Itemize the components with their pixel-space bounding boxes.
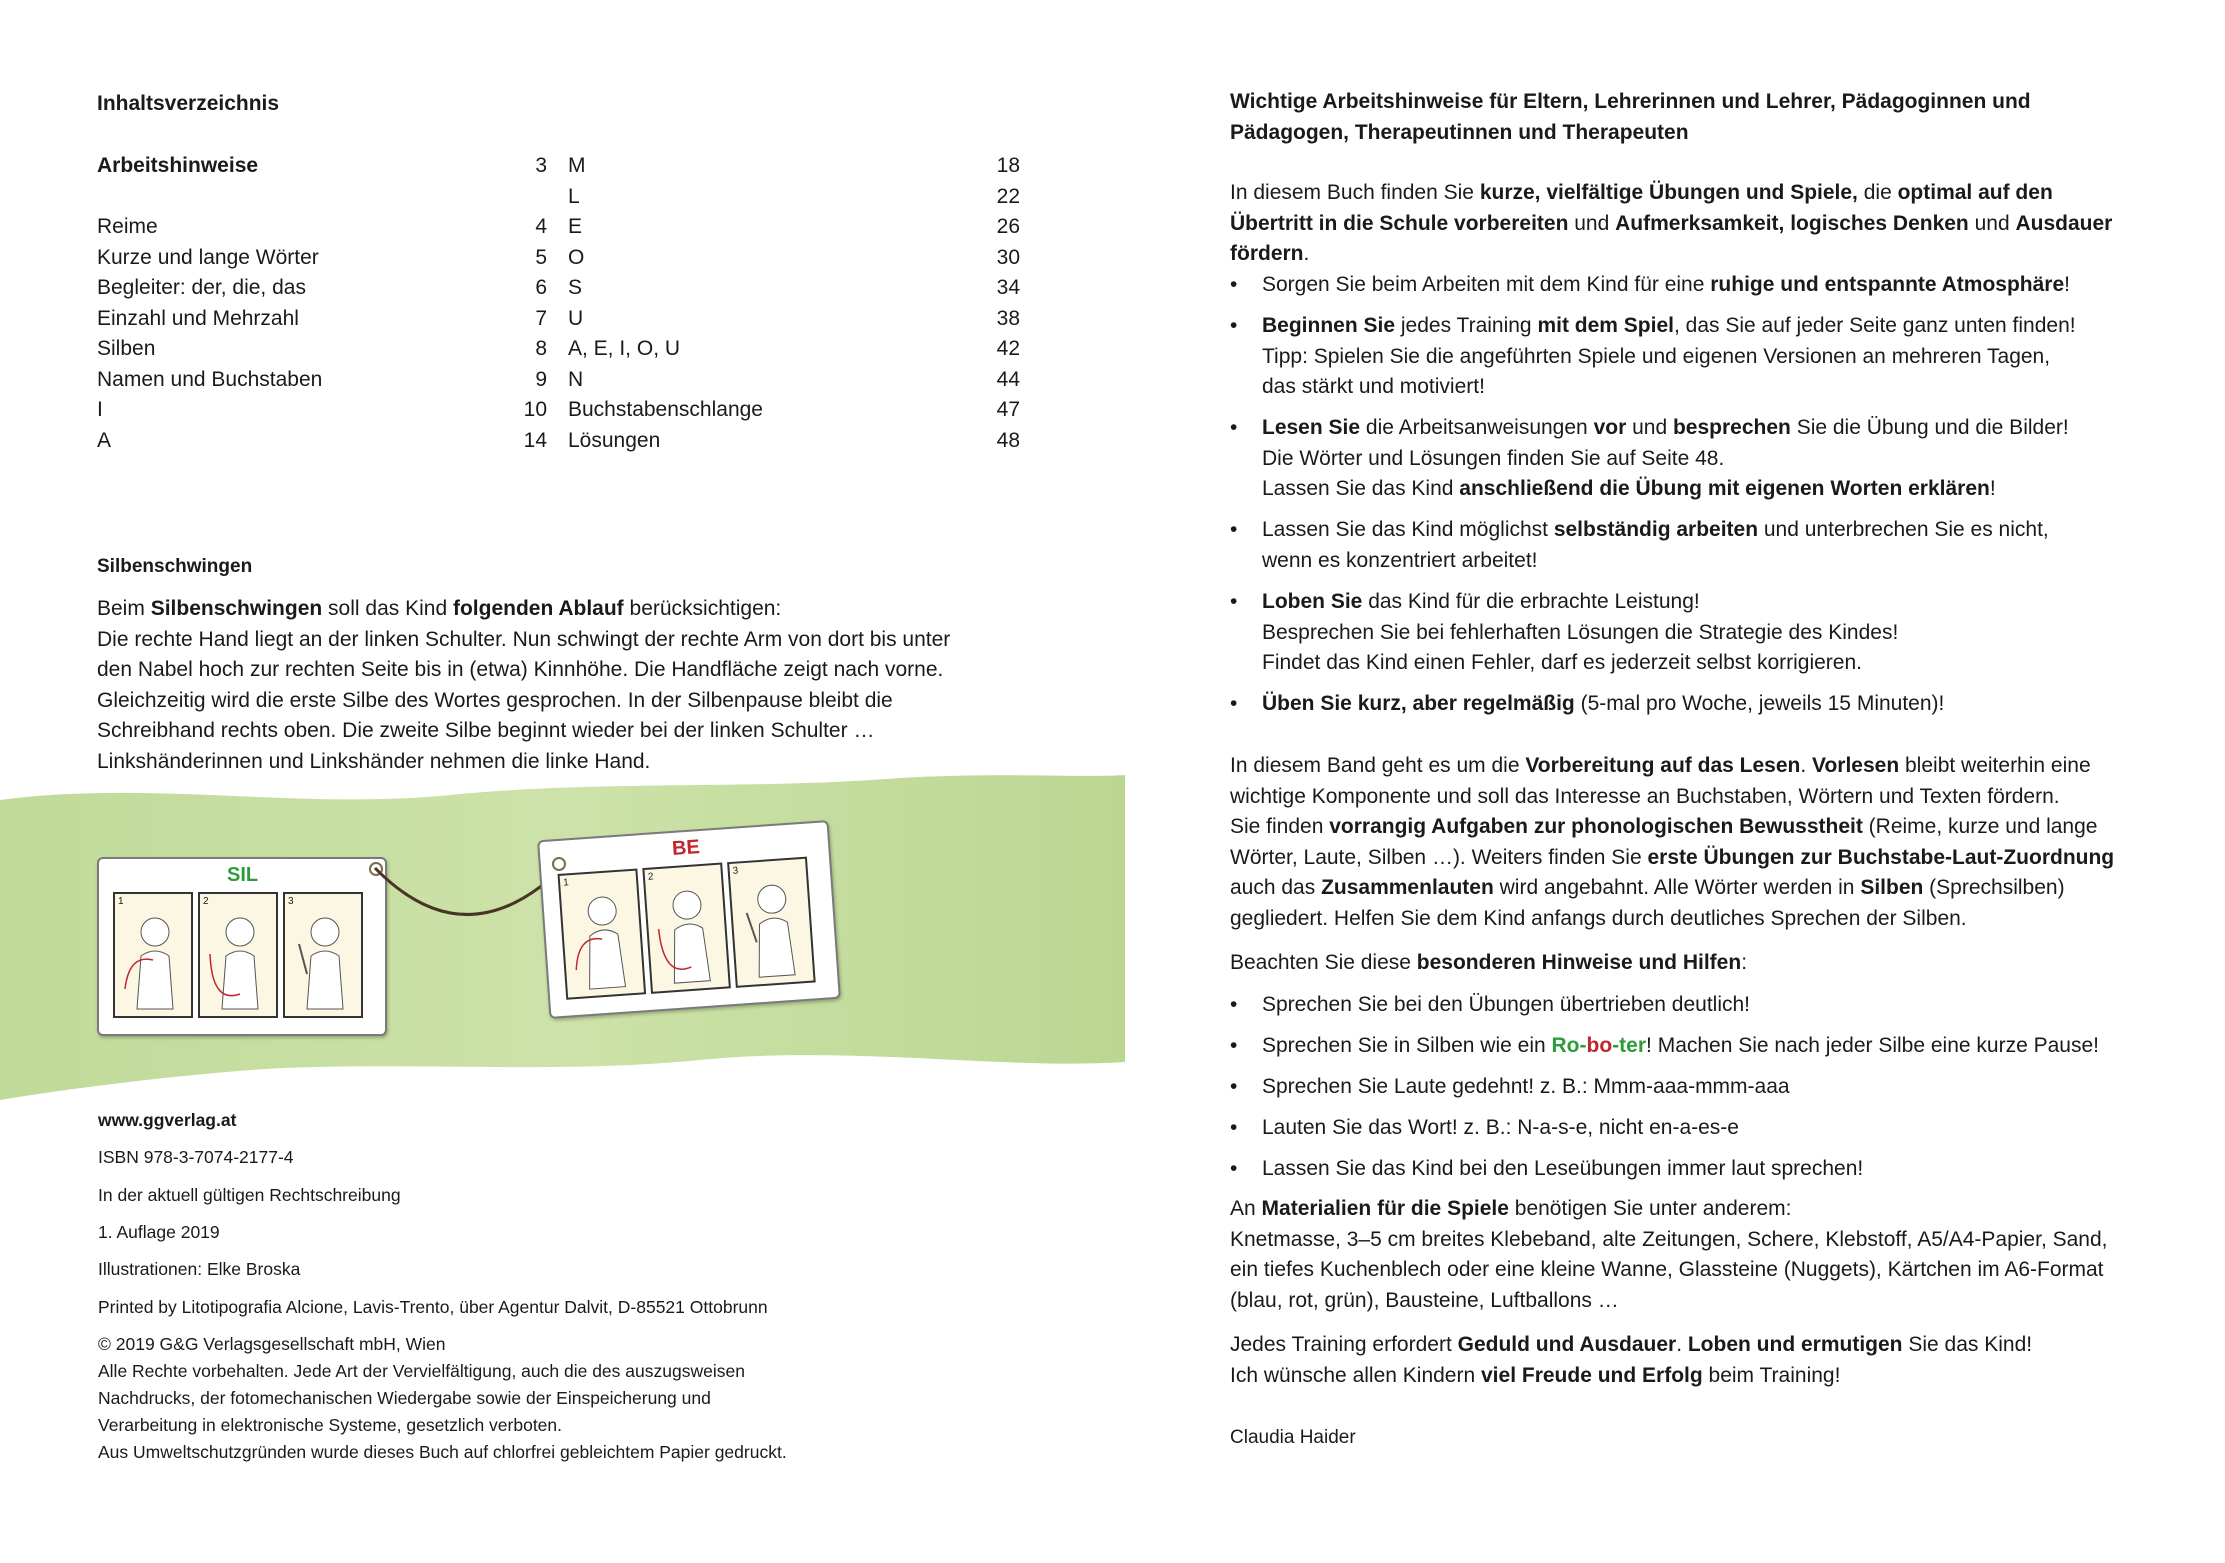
sil-panel-2: 2 xyxy=(198,892,278,1018)
toc-entry xyxy=(97,151,547,182)
bullet-item: • Beginnen Sie jedes Training mit dem Spiel, das Sie auf jeder Seite ganz unten finden! Tipp: Spielen Sie die angeführten Spiele und eigenen Versionen an mehreren Tagen, das stärkt und motiviert! xyxy=(1230,311,2170,403)
bullet-icon: • xyxy=(1230,1075,1238,1098)
toc-entry xyxy=(97,243,547,274)
printer: Printed by Litotipografia Alcione, Lavis-Trento, über Agentur Dalvit, D-85521 Ottobrunn xyxy=(98,1297,768,1317)
toc-entry-label: Begleiter: der, die, das xyxy=(97,276,306,299)
toc-entry xyxy=(568,395,1020,426)
be-panel-1: 1 xyxy=(558,868,647,999)
bullet-item: • Üben Sie kurz, aber regelmäßig (5-mal pro Woche, jeweils 15 Minuten)! xyxy=(1230,689,2170,720)
toc-entry-label: Lösungen xyxy=(568,428,661,452)
toc-entry-label: Reime xyxy=(97,215,158,238)
toc-entry-page: 34 xyxy=(996,276,1020,299)
bullet-icon: • xyxy=(1230,692,1238,715)
spelling-note: In der aktuell gültigen Rechtschreibung xyxy=(98,1185,401,1205)
toc-entry-label: N xyxy=(568,367,584,391)
author: Claudia Haider xyxy=(1230,1427,1356,1448)
toc-entry-page: 8 xyxy=(535,337,547,360)
closing-paragraph: Jedes Training erfordert Geduld und Ausdauer. Loben und ermutigen Sie das Kind! Ich wünsche allen Kindern viel Freude und Erfolg beim Training! xyxy=(1230,1333,2033,1387)
toc-entry-label: A xyxy=(97,428,112,452)
toc-entry xyxy=(568,304,1020,335)
toc-entry-page: 42 xyxy=(996,337,1020,360)
be-label: BE xyxy=(671,836,701,860)
copyright: © 2019 G&G Verlagsgesellschaft mbH, Wien xyxy=(98,1334,446,1354)
bullet-item: • Lesen Sie die Arbeitsanweisungen vor und besprechen Sie die Übung und die Bilder! Die Wörter und Lösungen finden Sie auf Seite 48. Lassen Sie das Kind anschließend die Übung mit eigenen Worten erklären! xyxy=(1230,413,2170,505)
toc-entry-label: Silben xyxy=(97,337,156,360)
child-figure-icon xyxy=(644,865,728,992)
child-figure-icon xyxy=(729,859,813,986)
rights-line: Verarbeitung in elektronische Systeme, gesetzlich verboten. xyxy=(98,1415,563,1435)
bullet-icon: • xyxy=(1230,518,1238,541)
tip-item: • Sprechen Sie bei den Übungen übertrieben deutlich! xyxy=(1230,990,2170,1021)
toc-entry xyxy=(568,212,1020,243)
right-page-heading: Wichtige Arbeitshinweise für Eltern, Lehrerinnen und Lehrer, Pädagoginnen und Pädagogen, Therapeutinnen und Therapeuten xyxy=(1230,90,2031,144)
beachten-line: Beachten Sie diese besonderen Hinweise und Hilfen: xyxy=(1230,951,1748,974)
toc-entry-page: 26 xyxy=(996,215,1020,238)
toc-entry-page: 22 xyxy=(996,184,1020,208)
toc-entry xyxy=(568,273,1020,304)
bullet-item: • Lassen Sie das Kind möglichst selbständig arbeiten und unterbrechen Sie es nicht, wenn es konzentriert arbeitet! xyxy=(1230,515,2170,576)
toc-entry-page: 9 xyxy=(535,367,547,391)
toc-entry-label: S xyxy=(568,276,583,299)
toc-title: Inhaltsverzeichnis xyxy=(97,92,280,115)
toc-entry-label: I xyxy=(97,398,103,421)
toc-entry xyxy=(568,182,1020,213)
toc-entry xyxy=(568,243,1020,274)
tip-item: • Lauten Sie das Wort! z. B.: N-a-s-e, nicht en-a-es-e xyxy=(1230,1113,2170,1144)
toc-entry-label: Arbeitshinweise xyxy=(97,154,259,177)
rights-line: Aus Umweltschutzgründen wurde dieses Buch auf chlorfrei gebleichtem Papier gedruckt. xyxy=(98,1442,787,1462)
material-paragraph: An Materialien für die Spiele benötigen Sie unter anderem: Knetmasse, 3–5 cm breites Klebeband, alte Zeitungen, Schere, Klebstoff, A5/A4-Papier, Sand, ein tiefes Kuchenblech oder eine kleine Wanne, Glassteine (Nuggets), Kärtchen im A6-Format (blau, rot, grün), Bausteine, Luftballons … xyxy=(1230,1197,2108,1312)
toc-entry-page: 47 xyxy=(996,398,1020,421)
toc-entry xyxy=(97,304,547,335)
be-panel-3: 3 xyxy=(727,857,816,988)
sil-label: SIL xyxy=(227,864,259,886)
toc-entry-page: 10 xyxy=(523,398,547,421)
toc-entry xyxy=(97,273,547,304)
toc-entry-label xyxy=(97,182,507,213)
toc-entry-page: 7 xyxy=(535,306,547,330)
intro-paragraph: In diesem Buch finden Sie kurze, vielfältige Übungen und Spiele, die optimal auf den Übertritt in die Schule vorbereiten und Aufmerksamkeit, logisches Denken und Ausdauer fördern. xyxy=(1230,181,2113,265)
bullet-icon: • xyxy=(1230,1034,1238,1057)
toc-entry xyxy=(97,212,547,243)
toc-entry xyxy=(568,365,1020,396)
bullet-icon: • xyxy=(1230,1116,1238,1139)
toc-entry-page: 3 xyxy=(535,154,547,177)
toc-entry-label: A, E, I, O, U xyxy=(568,337,681,360)
toc-entry xyxy=(97,365,547,396)
toc-entry-label: U xyxy=(568,306,584,330)
toc-entry-page: 4 xyxy=(535,215,547,238)
toc-entry-page: 14 xyxy=(523,428,547,452)
toc-entry-page: 48 xyxy=(996,428,1020,452)
sil-panel-1: 1 xyxy=(113,892,193,1018)
toc-entry xyxy=(568,151,1020,182)
bullet-icon: • xyxy=(1230,590,1238,613)
toc-entry-label: O xyxy=(568,245,585,269)
tip-item: • Lassen Sie das Kind bei den Leseübungen immer laut sprechen! xyxy=(1230,1154,2170,1185)
toc-entry xyxy=(97,395,547,426)
bullet-item: • Sorgen Sie beim Arbeiten mit dem Kind für eine ruhige und entspannte Atmosphäre! xyxy=(1230,270,2170,301)
bullet-icon: • xyxy=(1230,273,1238,296)
child-figure-icon xyxy=(560,871,644,998)
toc-entry-page: 5 xyxy=(535,245,547,269)
toc-entry-label: E xyxy=(568,215,583,238)
be-panel-2: 2 xyxy=(642,863,731,994)
toc-entry-page: 18 xyxy=(996,154,1020,177)
illustrations: Illustrationen: Elke Broska xyxy=(98,1259,301,1279)
toc-entry xyxy=(97,334,547,365)
child-figure-icon xyxy=(200,894,276,1016)
toc-entry-label: Kurze und lange Wörter xyxy=(97,245,319,269)
child-figure-icon xyxy=(285,894,361,1016)
toc-entry-page xyxy=(507,182,547,213)
bullet-icon: • xyxy=(1230,314,1238,337)
toc-entry xyxy=(568,426,1020,457)
toc-entry xyxy=(97,426,547,457)
band-paragraph: In diesem Band geht es um die Vorbereitung auf das Lesen. Vorlesen bleibt weiterhin eine wichtige Komponente und soll das Interesse an Buchstaben, Wörtern und Texten fördern. Sie finden vorrangig Aufgaben zur phonologischen Bewusstheit (Reime, kurze und lange Wörter, Laute, Silben …). Weiters finden Sie erste Übungen zur Buchstabe-Laut-Zuordnung auch das Zusammenlauten wird angebahnt. Alle Wörter werden in Silben (Sprechsilben) gegliedert. Helfen Sie dem Kind anfangs durch deutliches Sprechen der Silben. xyxy=(1230,754,2115,930)
rights-line: Alle Rechte vorbehalten. Jede Art der Vervielfältigung, auch die des auszugsweisen xyxy=(98,1361,745,1381)
toc-left-column xyxy=(97,151,547,456)
toc-entry-page: 44 xyxy=(996,367,1020,391)
toc-entry-page: 6 xyxy=(535,276,547,299)
be-card xyxy=(537,820,841,1019)
toc-entry-label: L xyxy=(568,184,580,208)
silbenschwingen-heading: Silbenschwingen xyxy=(97,556,253,577)
sil-panel-3: 3 xyxy=(283,892,363,1018)
toc-entry xyxy=(568,334,1020,365)
toc-entry-page: 38 xyxy=(996,306,1020,330)
toc-entry-label: Buchstabenschlange xyxy=(568,398,763,421)
toc-entry-label: M xyxy=(568,154,586,177)
bullet-icon: • xyxy=(1230,1157,1238,1180)
publisher-url[interactable]: www.ggverlag.at xyxy=(98,1110,237,1130)
child-figure-icon xyxy=(115,894,191,1016)
silbenschwingen-text: Beim Silbenschwingen soll das Kind folgenden Ablauf berücksichtigen: Die rechte Hand liegt an der linken Schulter. Nun schwingt der rechte Arm von dort bis unter den Nabel hoch zur rechten Seite bis in (etwa) Kinnhöhe. Die Handfläche zeigt nach vorne. Gleichzeitig wird die erste Silbe des Wortes gesprochen. In der Silbenpause bleibt die Schreibhand rechts oben. Die zweite Silbe beginnt wieder bei der linken Schulter … Linkshänderinnen und Linkshänder nehmen die linke Hand. xyxy=(97,597,951,773)
sil-card xyxy=(97,857,387,1036)
bullet-icon: • xyxy=(1230,416,1238,439)
isbn: ISBN 978-3-7074-2177-4 xyxy=(98,1147,294,1167)
rights-line: Nachdrucks, der fotomechanischen Wiedergabe sowie der Einspeicherung und xyxy=(98,1388,711,1408)
toc-entry-page: 30 xyxy=(996,245,1020,269)
bullet-item: • Loben Sie das Kind für die erbrachte Leistung! Besprechen Sie bei fehlerhaften Lösungen die Strategie des Kindes! Findet das Kind einen Fehler, darf es jederzeit selbst korrigieren. xyxy=(1230,587,2170,679)
tip-item: • Sprechen Sie Laute gedehnt! z. B.: Mmm-aaa-mmm-aaa xyxy=(1230,1072,2170,1103)
toc-entry xyxy=(97,182,547,213)
toc-right-column xyxy=(568,151,1020,456)
toc-entry-label: Namen und Buchstaben xyxy=(97,367,323,391)
toc-entry-label: Einzahl und Mehrzahl xyxy=(97,306,299,330)
card-hole-icon xyxy=(552,857,566,871)
tip-item: • Sprechen Sie in Silben wie ein Ro-bo-ter! Machen Sie nach jeder Silbe eine kurze Pause! xyxy=(1230,1031,2170,1062)
bullet-icon: • xyxy=(1230,993,1238,1016)
edition: 1. Auflage 2019 xyxy=(98,1222,220,1242)
